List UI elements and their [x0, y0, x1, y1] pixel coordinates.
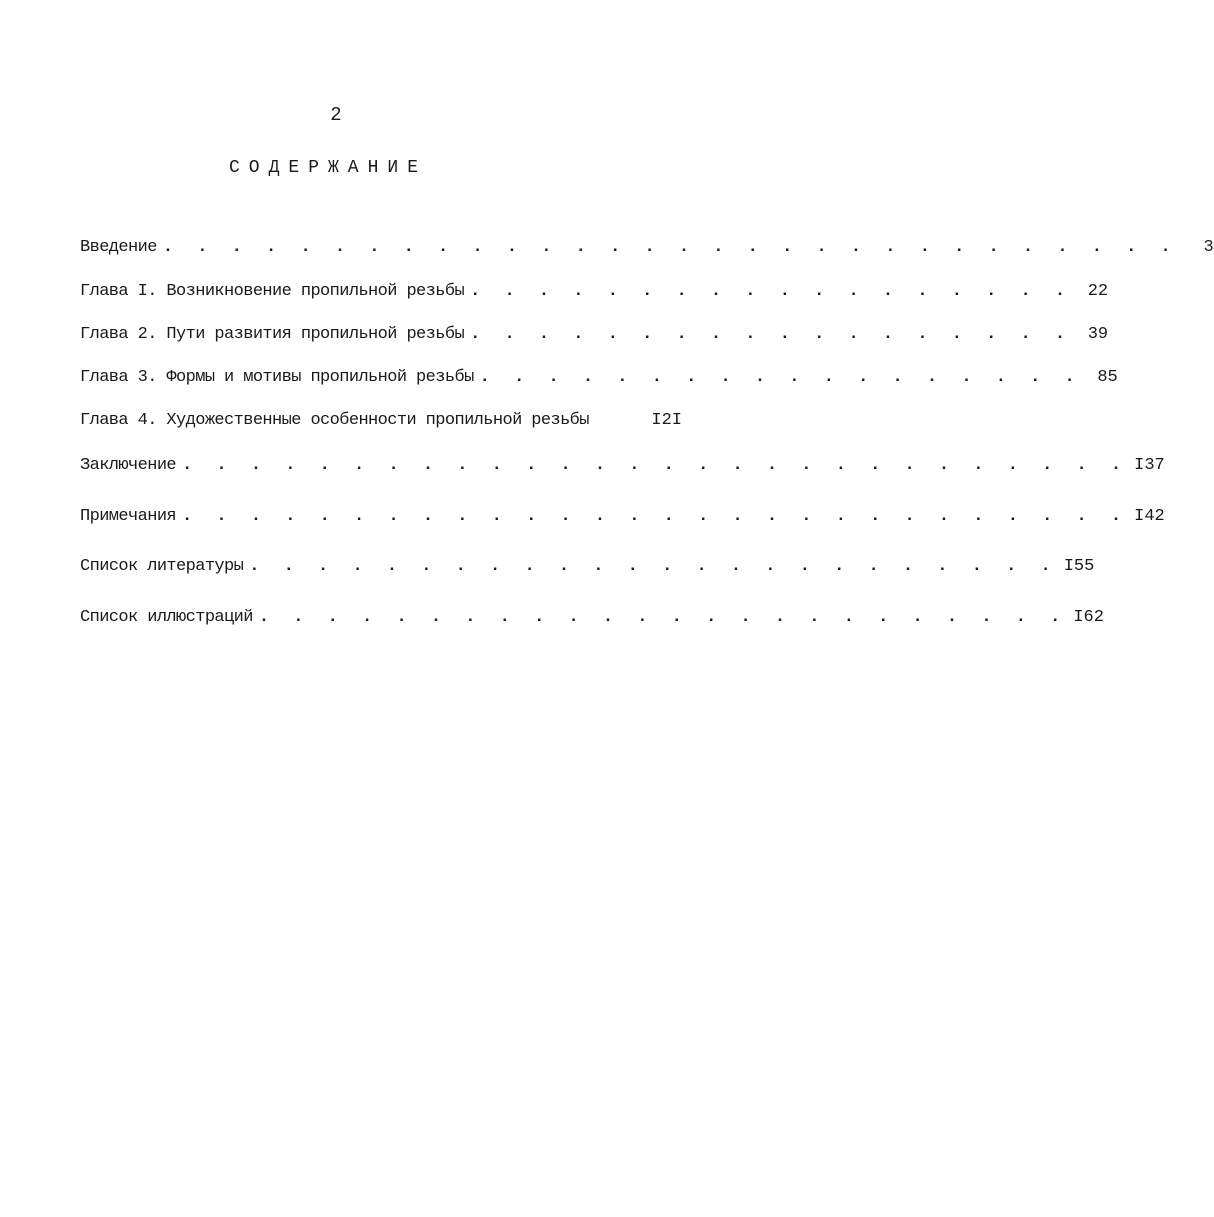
toc-entry-label: Список литературы	[80, 557, 244, 576]
toc-entry-page: I42	[1134, 507, 1165, 526]
toc-entry-page: I2I	[651, 411, 682, 430]
toc-entry-introduction	[80, 235, 1214, 261]
toc-entry-page: 39	[1087, 325, 1109, 344]
toc-entry-chapter-4	[80, 408, 682, 434]
leader-dots: . . . . . . . . . . . . . . . . . . . . . . . . . . . .	[182, 456, 1129, 475]
toc-entry-page: 85	[1097, 368, 1118, 387]
toc-entry-label: Примечания	[80, 507, 177, 526]
page-number: 2	[330, 104, 342, 126]
toc-entry-notes	[80, 504, 1165, 530]
toc-entry-chapter-3	[80, 365, 1118, 391]
leader-dots: . . . . . . . . . . . . . . . . . .	[470, 325, 1073, 344]
leader-dots: . . . . . . . . . . . . . . . . . .	[479, 368, 1082, 387]
toc-entry-label: Глава 2. Пути развития пропильной резьбы	[80, 325, 465, 344]
toc-entry-page: 22	[1087, 282, 1109, 301]
toc-entry-conclusion	[80, 453, 1165, 479]
toc-entry-page: 3	[1203, 238, 1214, 257]
toc-entry-label: Введение	[80, 238, 157, 257]
toc-entry-page: I37	[1134, 456, 1165, 475]
leader-dots: . . . . . . . . . . . . . . . . . .	[470, 282, 1073, 301]
toc-entry-label: Список иллюстраций	[80, 608, 253, 627]
toc-entry-label: Глава 4. Художественные особенности пропильной резьбы	[80, 411, 589, 430]
toc-entry-chapter-2	[80, 322, 1109, 348]
toc-entry-label: Глава I. Возникновение пропильной резьбы	[80, 282, 465, 301]
toc-entry-page: I55	[1063, 557, 1095, 576]
leader-dots: . . . . . . . . . . . . . . . . . . . . . . . .	[249, 557, 1058, 576]
toc-entry-page: I62	[1073, 608, 1104, 627]
toc-entry-chapter-1	[80, 279, 1109, 305]
leader-dots: . . . . . . . . . . . . . . . . . . . . . . . . . . . .	[182, 507, 1129, 526]
toc-entry-label: Заключение	[80, 456, 177, 475]
toc-entry-label: Глава 3. Формы и мотивы пропильной резьбы	[80, 368, 474, 387]
toc-entry-references	[80, 554, 1095, 580]
leader-dots: . . . . . . . . . . . . . . . . . . . . . . . . . . . . . .	[162, 238, 1178, 257]
toc-title: СОДЕРЖАНИЕ	[228, 158, 428, 178]
leader-dots: . . . . . . . . . . . . . . . . . . . . . . . .	[258, 608, 1068, 627]
toc-entry-illustrations	[80, 605, 1104, 631]
